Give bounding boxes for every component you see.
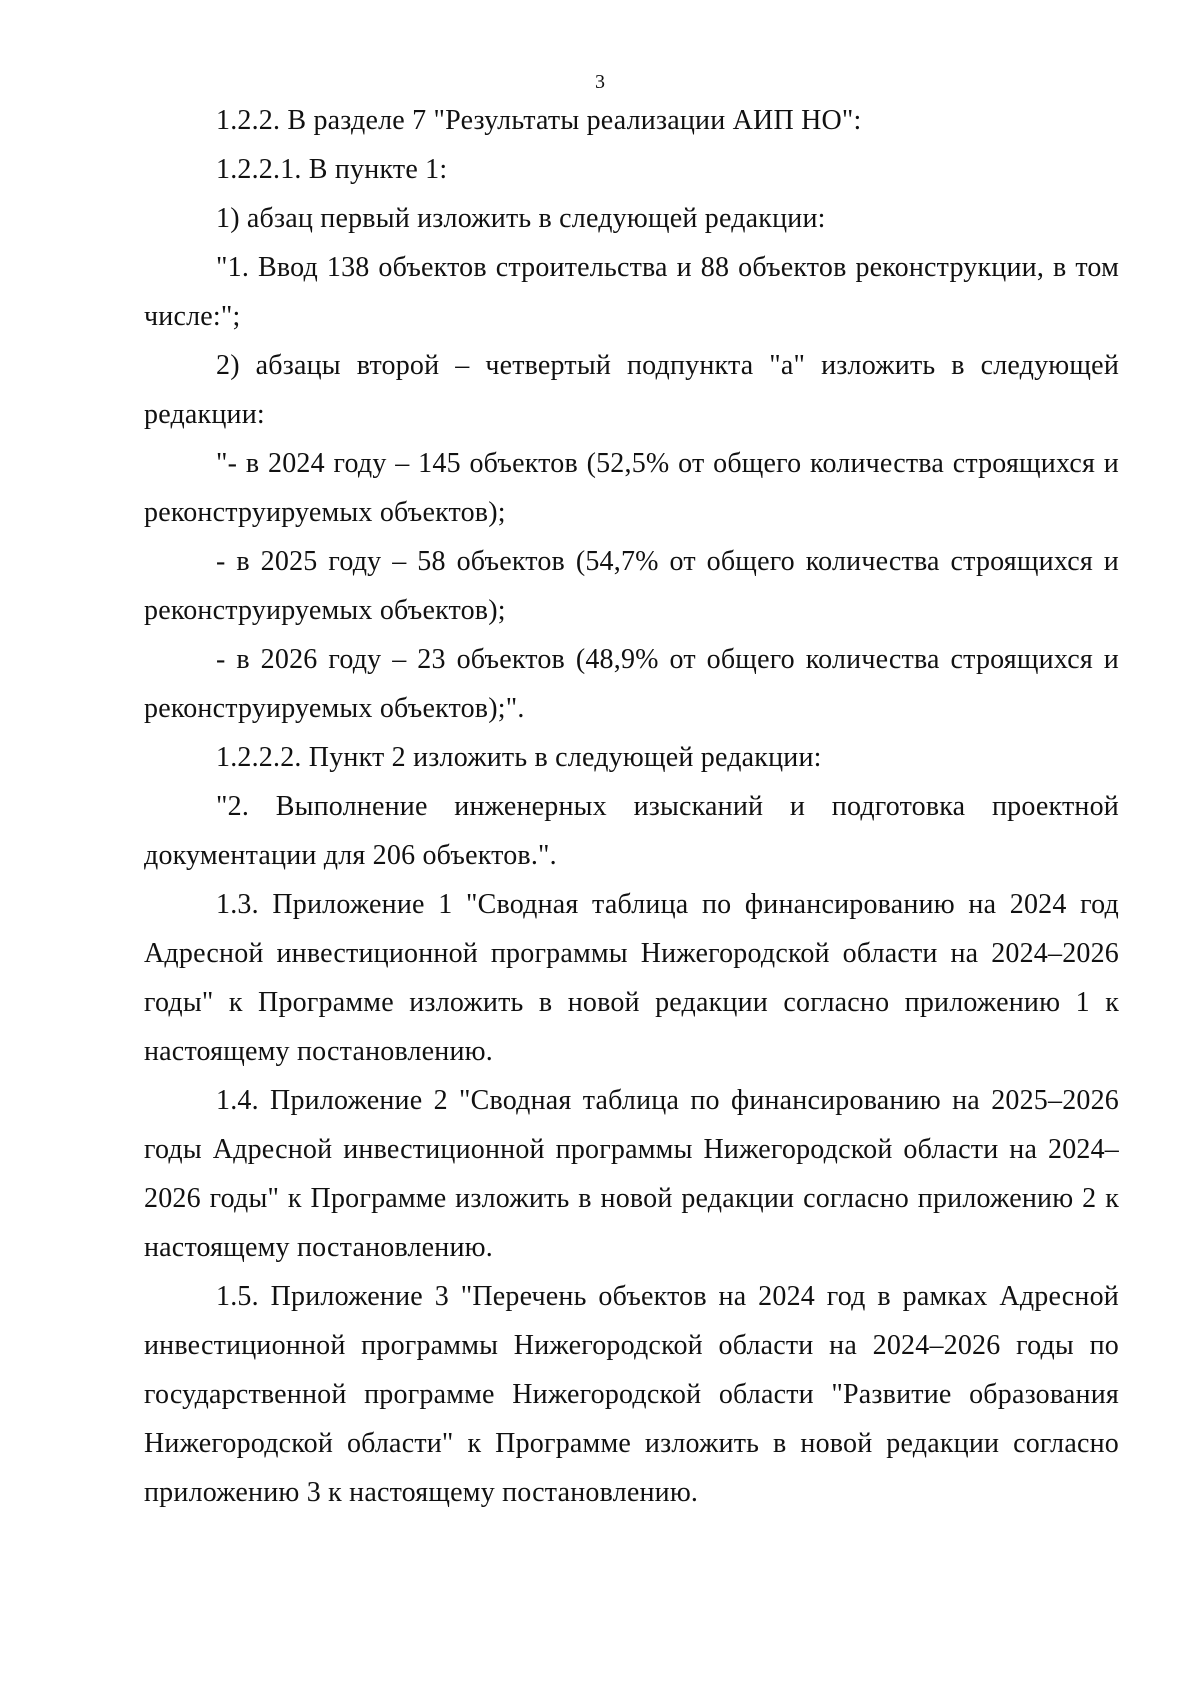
paragraph-1-3: 1.3. Приложение 1 "Сводная таблица по финансированию на 2024 год Адресной инвестиционной программы Нижегородской области на 2024–2026 годы" к Программе изложить в новой редакции согласно приложению 1 к настоящему постановлению. bbox=[144, 889, 1119, 1067]
paragraph-1-2-2-2: 1.2.2.2. Пункт 2 изложить в следующей редакции: bbox=[216, 742, 822, 773]
paragraph-year-2024: "- в 2024 году – 145 объектов (52,5% от общего количества строящихся и реконструируемых объектов); bbox=[144, 448, 1119, 528]
paragraph-quote-2: "2. Выполнение инженерных изысканий и подготовка проектной документации для 206 объектов.". bbox=[144, 791, 1119, 871]
paragraph-quote-1: "1. Ввод 138 объектов строительства и 88 объектов реконструкции, в том числе:"; bbox=[144, 252, 1119, 332]
paragraph-1-5: 1.5. Приложение 3 "Перечень объектов на 2024 год в рамках Адресной инвестиционной программы Нижегородской области на 2024–2026 годы по государственной программе Нижегородской области "Развитие образования Нижегородской области" к Программе изложить в новой редакции согласно приложению 3 к настоящему постановлению. bbox=[144, 1281, 1119, 1508]
paragraph-1-2-2: 1.2.2. В разделе 7 "Результаты реализации АИП НО": bbox=[216, 105, 862, 136]
paragraph-year-2026: - в 2026 году – 23 объектов (48,9% от общего количества строящихся и реконструируемых объектов);". bbox=[144, 644, 1119, 724]
document-body bbox=[144, 96, 1119, 1517]
paragraph-item-2: 2) абзацы второй – четвертый подпункта "а" изложить в следующей редакции: bbox=[144, 350, 1119, 430]
paragraph-1-2-2-1: 1.2.2.1. В пункте 1: bbox=[216, 154, 448, 185]
paragraph-1-4: 1.4. Приложение 2 "Сводная таблица по финансированию на 2025–2026 годы Адресной инвестиционной программы Нижегородской области на 2024–2026 годы" к Программе изложить в новой редакции согласно приложению 2 к настоящему постановлению. bbox=[144, 1085, 1119, 1263]
page-number: 3 bbox=[595, 71, 605, 93]
paragraph-item-1: 1) абзац первый изложить в следующей редакции: bbox=[216, 203, 826, 234]
paragraph-year-2025: - в 2025 году – 58 объектов (54,7% от общего количества строящихся и реконструируемых объектов); bbox=[144, 546, 1119, 626]
